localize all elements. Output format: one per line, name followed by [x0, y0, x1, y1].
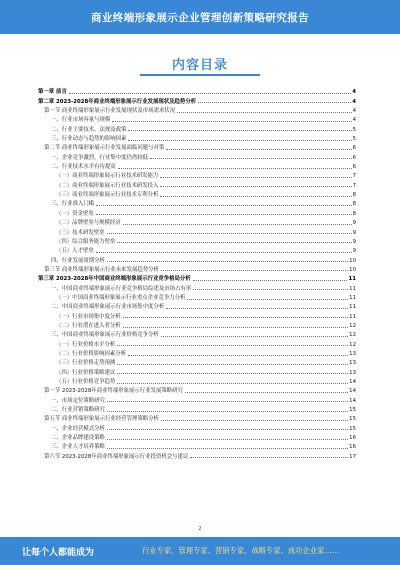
- toc-entry-title: 第一节 2023-2028年商业终端形象展示行业发展策略研究: [44, 388, 183, 395]
- toc-entry-page: 7: [352, 173, 356, 180]
- toc-entry-title: 三、中国商业终端形象展示行业价格竞争分析: [51, 332, 159, 339]
- page-number: 2: [198, 526, 202, 532]
- toc-entry-page: 9: [352, 229, 356, 236]
- toc-entry-page: 4: [352, 98, 356, 105]
- toc-entry-page: 8: [352, 210, 356, 217]
- toc-entry[interactable]: [38, 432, 356, 441]
- toc-entry-page: 6: [352, 145, 356, 152]
- toc-entry-title: 二、行业营销策略研究: [51, 407, 105, 414]
- toc-dot-leader: [96, 214, 352, 215]
- toc-entry-page: 9: [352, 248, 356, 255]
- toc-entry-title: 三、企业人才培养策略: [51, 444, 105, 451]
- toc-entry[interactable]: [38, 376, 356, 385]
- toc-entry-page: 11: [349, 294, 356, 301]
- toc-entry-title: 一、市场定位策略研究: [51, 397, 105, 404]
- toc-entry[interactable]: [38, 310, 356, 319]
- toc-entry-title: 三、行业准入门槛: [51, 201, 95, 208]
- toc-entry[interactable]: [38, 86, 356, 95]
- toc-entry[interactable]: [38, 105, 356, 114]
- toc-entry[interactable]: [38, 273, 356, 282]
- toc-entry[interactable]: [38, 95, 356, 104]
- toc-entry-title: （四）综合服务能力壁垒: [56, 238, 116, 245]
- toc-dot-leader: [117, 364, 348, 365]
- toc-entry[interactable]: [38, 264, 356, 273]
- toc-entry-page: 9: [352, 238, 356, 245]
- toc-entry-page: 6: [352, 154, 356, 161]
- toc-entry[interactable]: [38, 226, 356, 235]
- toc-dot-leader: [107, 401, 348, 402]
- toc-entry-title: （三）技术研发壁垒: [56, 229, 105, 236]
- toc-entry-title: （四）行业价格策略建议: [56, 369, 116, 376]
- toc-entry-title: （一）中国商业终端形象展示行业重点企业竞争力分析: [56, 294, 186, 301]
- toc-entry-page: 6: [352, 164, 356, 171]
- toc-dot-leader: [193, 280, 348, 281]
- toc-entry[interactable]: [38, 422, 356, 431]
- toc-entry-title: （五）人才壁垒: [56, 248, 94, 255]
- toc-dot-leader: [160, 177, 351, 178]
- toc-dot-leader: [161, 336, 348, 337]
- toc-entry-page: 4: [352, 89, 356, 96]
- toc-entry-page: 12: [349, 341, 356, 348]
- toc-entry-title: 第五节 商业终端形象展示行业经营管理策略分析: [44, 416, 159, 423]
- toc-dot-leader: [160, 186, 351, 187]
- toc-dot-leader: [193, 289, 348, 290]
- toc-dot-leader: [185, 392, 348, 393]
- toc-entry-title: 第一章 前言: [38, 89, 67, 96]
- toc-entry-page: 10: [349, 266, 356, 273]
- toc-dot-leader: [123, 327, 348, 328]
- toc-dot-leader: [198, 102, 351, 103]
- toc-dot-leader: [187, 299, 348, 300]
- toc-dot-leader: [117, 373, 348, 374]
- toc-dot-leader: [177, 112, 351, 113]
- toc-entry-page: 11: [348, 276, 356, 283]
- toc-dot-leader: [166, 308, 348, 309]
- toc-entry-title: （五）行业价格竞争趋势: [56, 379, 116, 385]
- toc-entry-title: 第一节 商业终端形象展示行业发展现状及市场需求状况: [44, 108, 176, 115]
- toc-entry[interactable]: [38, 366, 356, 375]
- toc-entry[interactable]: [38, 348, 356, 357]
- toc-entry[interactable]: [38, 404, 356, 413]
- toc-dot-leader: [128, 130, 351, 131]
- toc-dot-leader: [128, 140, 351, 141]
- toc-entry[interactable]: [38, 254, 356, 263]
- toc-entry-page: 16: [349, 435, 356, 442]
- toc-entry-title: 第六节 2023-2028年商业终端形象展示行业投资机会与建议: [44, 453, 189, 460]
- toc-entry-page: 12: [349, 332, 356, 339]
- toc-entry-page: 15: [349, 407, 356, 414]
- toc-dot-leader: [118, 168, 352, 169]
- toc-dot-leader: [107, 233, 352, 234]
- toc-entry-page: 4: [352, 108, 356, 115]
- toc-entry-page: 5: [352, 126, 356, 133]
- toc-dot-leader: [150, 158, 352, 159]
- toc-entry-title: （二）行业潜在进入者分析: [56, 322, 121, 329]
- toc-entry-title: 一、行业市场容量与规模: [51, 117, 111, 124]
- toc-entry-title: 二、行业技术水平有待提高: [51, 164, 116, 171]
- toc-entry-title: （三）行业价格走势预测: [56, 360, 116, 367]
- toc-entry-title: 第二节 商业终端形象展示行业发展面临问题与对策: [44, 145, 165, 152]
- toc-entry-title: （一）商业终端形象展示行业技术研发能力: [56, 173, 159, 180]
- header-bar: [0, 0, 400, 34]
- toc-entry-page: 11: [349, 285, 356, 292]
- toc-entry-page: 10: [349, 257, 356, 264]
- toc-entry[interactable]: [38, 207, 356, 216]
- toc-entry-page: 13: [349, 369, 356, 376]
- toc-entry-page: 7: [352, 182, 356, 189]
- toc-dot-leader: [96, 252, 352, 253]
- toc-dot-leader: [107, 439, 348, 440]
- toc-dot-leader: [123, 224, 352, 225]
- toc-dot-leader: [123, 317, 348, 318]
- toc-dot-leader: [190, 457, 348, 458]
- toc-entry-page: 16: [349, 444, 356, 451]
- footer-bar: [0, 537, 400, 565]
- toc-entry-page: 9: [352, 220, 356, 227]
- toc-dot-leader: [128, 355, 348, 356]
- toc-entry[interactable]: [38, 329, 356, 338]
- toc-entry-page: 15: [349, 416, 356, 423]
- toc-dot-leader: [161, 420, 348, 421]
- toc-entry-page: 8: [352, 192, 356, 199]
- toc-entry-title: （二）商业终端形象展示行业技术研发投入: [56, 182, 159, 189]
- toc-entry-title: 二、行业主要技术、法规及政策: [51, 126, 127, 133]
- toc-entry[interactable]: [38, 357, 356, 366]
- toc-entry[interactable]: [38, 189, 356, 198]
- toc-entry[interactable]: [38, 282, 356, 291]
- toc-entry-page: 11: [349, 313, 356, 320]
- toc-entry[interactable]: [38, 142, 356, 151]
- toc-entry-page: 12: [349, 322, 356, 329]
- toc-entry-page: 11: [349, 304, 356, 311]
- toc-entry[interactable]: [38, 161, 356, 170]
- toc-dot-leader: [160, 196, 351, 197]
- toc-entry-title: 一、企业经营模式分析: [51, 425, 105, 432]
- toc-entry-page: 8: [352, 201, 356, 208]
- toc-entry[interactable]: [38, 245, 356, 254]
- toc-entry[interactable]: [38, 114, 356, 123]
- toc-dot-leader: [166, 149, 351, 150]
- toc-entry-title: 四、行业发展周期分析: [51, 257, 105, 264]
- toc-entry-page: 5: [352, 136, 356, 143]
- toc-entry[interactable]: [38, 394, 356, 403]
- toc-entry-title: 三、行业动态与趋势的影响因素: [51, 136, 127, 143]
- toc-entry[interactable]: [38, 151, 356, 160]
- toc-entry-title: 一、中国商业终端形象展示行业竞争格局综述及市场占有率: [51, 285, 192, 292]
- toc-dot-leader: [107, 448, 348, 449]
- toc-entry[interactable]: [38, 301, 356, 310]
- toc-dot-leader: [107, 411, 348, 412]
- footer-slogan: 让每个人都能成为: [22, 547, 95, 558]
- toc-entry-title: （一）资金壁垒: [56, 210, 94, 217]
- toc-entry[interactable]: [38, 236, 356, 245]
- toc-entry-title: （二）品牌壁垒与规模经济: [56, 220, 121, 227]
- toc-entry-title: （一）行业市场集中度分析: [56, 313, 121, 320]
- toc-entry-page: 15: [349, 425, 356, 432]
- toc-entry-title: 一、企业竞争激烈，行业集中度仍然较低: [51, 154, 149, 161]
- toc-entry[interactable]: [38, 292, 356, 301]
- toc-dot-leader: [112, 121, 351, 122]
- toc-entry-title: （三）商业终端形象展示行业技术专利分析: [56, 192, 159, 199]
- toc-entry[interactable]: [38, 450, 356, 459]
- toc-entry-page: 13: [349, 350, 356, 357]
- toc-dot-leader: [107, 261, 348, 262]
- toc-entry-page: 4: [352, 117, 356, 124]
- toc-entry[interactable]: [38, 170, 356, 179]
- toc-entry[interactable]: [38, 441, 356, 450]
- footer-tagline: 行业专家、管理专家、营销专家、战略专家、成功企业家……: [142, 546, 340, 555]
- toc-dot-leader: [117, 242, 351, 243]
- toc-heading-underline: [140, 74, 260, 76]
- toc-dot-leader: [69, 93, 351, 94]
- toc-entry-title: （一）行业价格水平分析: [56, 341, 116, 348]
- toc-entry-page: 14: [349, 379, 356, 385]
- toc-entry-title: （二）行业价格影响因素分析: [56, 350, 127, 357]
- toc-entry[interactable]: [38, 179, 356, 188]
- toc-entry-title: 第三章 2023-2028年中国商业终端形象展示行业竞争格局分析: [38, 276, 191, 283]
- toc-entry-title: 二、企业品牌建设策略: [51, 435, 105, 442]
- toc-entry[interactable]: [38, 338, 356, 347]
- toc-entry-page: 14: [349, 388, 356, 395]
- toc-entry-page: 14: [349, 397, 356, 404]
- toc-heading: 内容目录: [171, 58, 228, 73]
- toc-dot-leader: [107, 429, 348, 430]
- report-title: 商业终端形象展示企业管理创新策略研究报告: [91, 11, 309, 24]
- toc-entry-page: 13: [349, 360, 356, 367]
- toc-entry[interactable]: [38, 198, 356, 207]
- toc-entry[interactable]: [38, 133, 356, 142]
- toc-entry-title: 第二章 2023-2028年商业终端形象展示行业发展现状及趋势分析: [38, 98, 197, 105]
- table-of-contents: [38, 86, 356, 460]
- toc-entry[interactable]: [38, 123, 356, 132]
- toc-entry[interactable]: [38, 217, 356, 226]
- toc-entry-title: 二、中国商业终端形象展示行业市场集中度分析: [51, 304, 165, 311]
- toc-dot-leader: [117, 383, 348, 384]
- toc-dot-leader: [161, 270, 348, 271]
- toc-entry[interactable]: [38, 320, 356, 329]
- toc-entry-title: 第三节 商业终端形象展示行业未来发展趋势分析: [44, 266, 159, 273]
- toc-entry[interactable]: [38, 385, 356, 394]
- toc-entry-page: 17: [349, 453, 356, 460]
- toc-dot-leader: [96, 205, 351, 206]
- toc-dot-leader: [117, 345, 348, 346]
- toc-entry[interactable]: [38, 413, 356, 422]
